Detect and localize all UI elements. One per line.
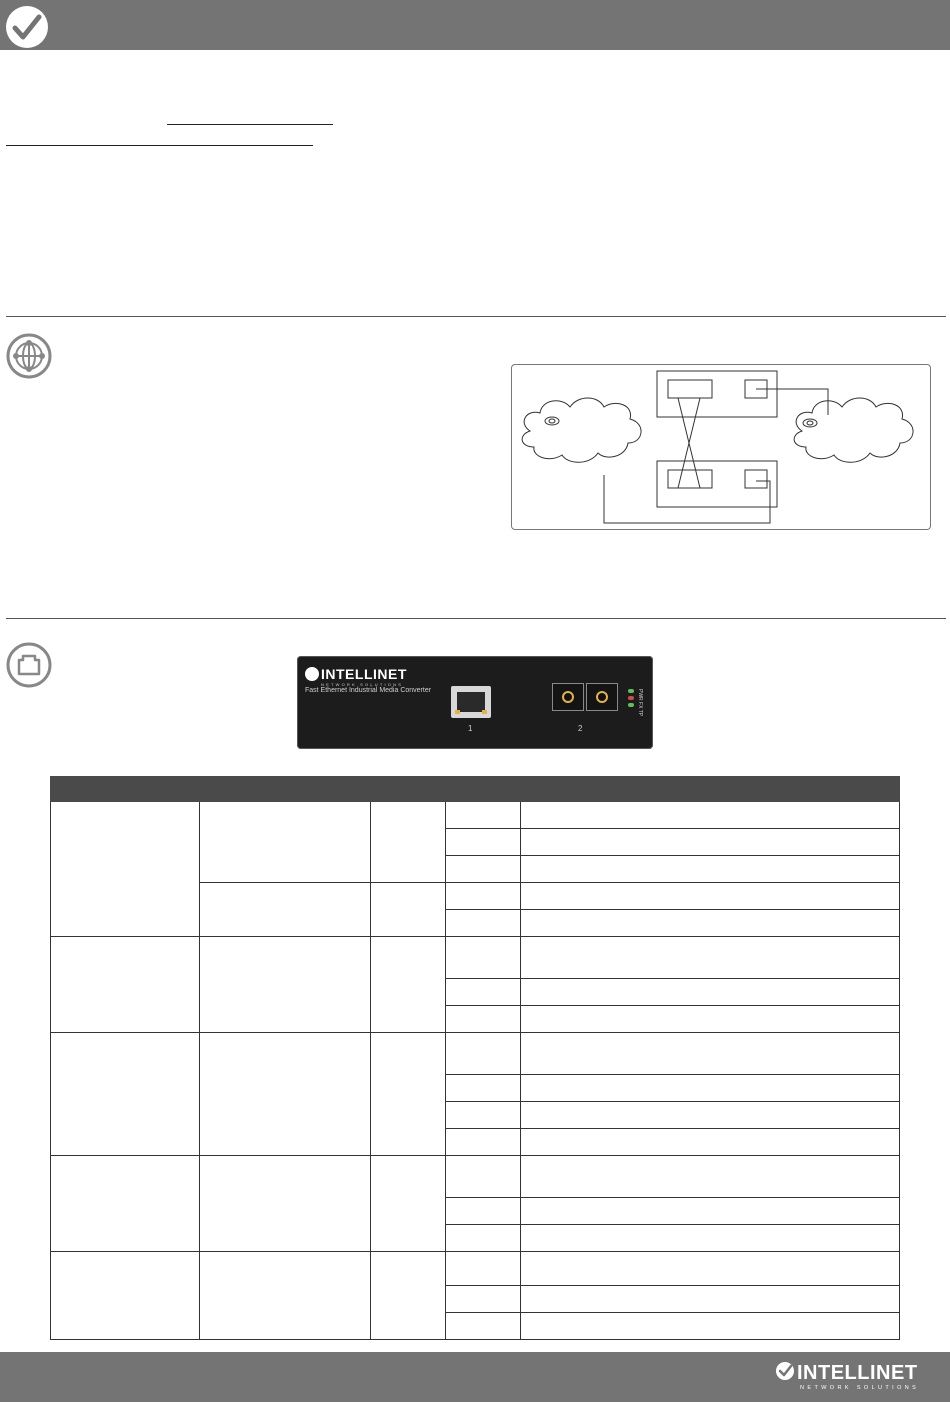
table-cell <box>446 829 521 856</box>
table-cell <box>521 1156 900 1198</box>
port-2-label: 2 <box>578 724 583 733</box>
table-row <box>51 1252 900 1286</box>
table-cell <box>446 1252 521 1286</box>
table-row <box>51 1156 900 1198</box>
footer-logo-text: INTELLINET <box>797 1362 918 1384</box>
network-cloud-left <box>522 398 641 462</box>
fiber-port-hole <box>562 691 574 703</box>
table-cell <box>521 1102 900 1129</box>
table-cell <box>521 1198 900 1225</box>
table-cell <box>446 1156 521 1198</box>
link-underline[interactable] <box>167 124 333 125</box>
table-cell <box>521 856 900 883</box>
intellinet-logo-icon <box>305 667 319 681</box>
table-cell <box>521 979 900 1006</box>
device-brand: INTELLINET <box>321 666 407 682</box>
status-led-green <box>628 689 634 693</box>
intellinet-logo <box>305 666 407 682</box>
rj45-port-socket <box>457 692 485 712</box>
table-cell <box>446 856 521 883</box>
table-cell <box>446 1033 521 1075</box>
table-cell <box>521 802 900 829</box>
table-cell <box>521 1225 900 1252</box>
network-diagram <box>511 364 931 530</box>
table-cell <box>200 802 371 883</box>
status-label: PWR FX TP <box>637 689 643 717</box>
fiber-port-hole <box>596 691 608 703</box>
table-header-row <box>51 777 900 802</box>
rj45-led <box>455 710 460 714</box>
rj45-led <box>482 710 487 714</box>
footer-logo <box>775 1358 935 1392</box>
table-cell <box>51 1252 200 1340</box>
status-led-green <box>628 703 634 707</box>
fiber-port-top <box>668 380 712 398</box>
section-divider <box>6 618 946 619</box>
table-cell <box>446 1198 521 1225</box>
table-header-cell <box>51 777 200 802</box>
table-row <box>51 802 900 829</box>
table-cell <box>521 1313 900 1340</box>
footer-logo-sub: NETWORK SOLUTIONS <box>800 1385 920 1391</box>
device-brand-sub: NETWORK SOLUTIONS <box>321 682 404 687</box>
table-cell <box>521 829 900 856</box>
fiber-port-rx <box>586 683 618 711</box>
header-bar <box>0 0 950 50</box>
table-cell <box>200 883 371 937</box>
table-cell <box>51 802 200 937</box>
table-cell <box>446 1129 521 1156</box>
table-cell <box>521 910 900 937</box>
table-cell <box>521 1006 900 1033</box>
table-cell <box>521 1033 900 1075</box>
rj45-port-bottom <box>745 470 767 488</box>
table-cell <box>371 802 446 883</box>
table-row <box>51 937 900 979</box>
fiber-port-tx <box>552 683 584 711</box>
table-header-cell <box>521 777 900 802</box>
table-cell <box>446 1313 521 1340</box>
table-cell <box>446 1075 521 1102</box>
port-1-label: 1 <box>468 724 473 733</box>
table-cell <box>521 883 900 910</box>
status-led-red <box>628 696 634 700</box>
ethernet-port-icon <box>6 642 50 686</box>
network-cloud-right <box>794 398 913 462</box>
table-cell <box>521 1129 900 1156</box>
device-model: Fast Ethernet Industrial Media Converter <box>305 687 432 694</box>
fiber-port-bottom <box>668 470 712 488</box>
table-cell <box>51 1033 200 1156</box>
table-cell <box>446 1225 521 1252</box>
table-cell <box>521 1075 900 1102</box>
converter-box-bottom <box>657 461 777 507</box>
table-cell <box>446 1286 521 1313</box>
table-cell <box>521 937 900 979</box>
table-cell <box>200 1033 371 1156</box>
media-converter-front-panel <box>297 656 653 749</box>
table-cell <box>446 979 521 1006</box>
table-row <box>51 1033 900 1075</box>
table-cell <box>51 937 200 1033</box>
rj45-port <box>451 686 491 718</box>
table-header-cell <box>446 777 521 802</box>
table-cell <box>200 1156 371 1252</box>
converter-box-top <box>657 371 777 417</box>
table-cell <box>371 1156 446 1252</box>
table-cell <box>446 1006 521 1033</box>
table-cell <box>371 1033 446 1156</box>
table-cell <box>446 910 521 937</box>
table-cell <box>371 883 446 937</box>
table-header-cell <box>200 777 371 802</box>
globe-network-icon <box>6 333 50 377</box>
table-cell <box>200 1252 371 1340</box>
table-cell <box>521 1286 900 1313</box>
table-cell <box>51 1156 200 1252</box>
table-cell <box>371 1252 446 1340</box>
table-cell <box>200 937 371 1033</box>
table-cell <box>446 937 521 979</box>
table-cell <box>521 1252 900 1286</box>
section-divider <box>6 316 946 317</box>
checkmark-icon <box>6 6 48 48</box>
table-cell <box>371 937 446 1033</box>
led-status-table <box>50 776 900 1340</box>
table-cell <box>446 802 521 829</box>
intellinet-logo-icon <box>776 1362 794 1380</box>
table-header-cell <box>371 777 446 802</box>
table-cell <box>446 883 521 910</box>
link-underline[interactable] <box>6 145 313 146</box>
table-cell <box>446 1102 521 1129</box>
